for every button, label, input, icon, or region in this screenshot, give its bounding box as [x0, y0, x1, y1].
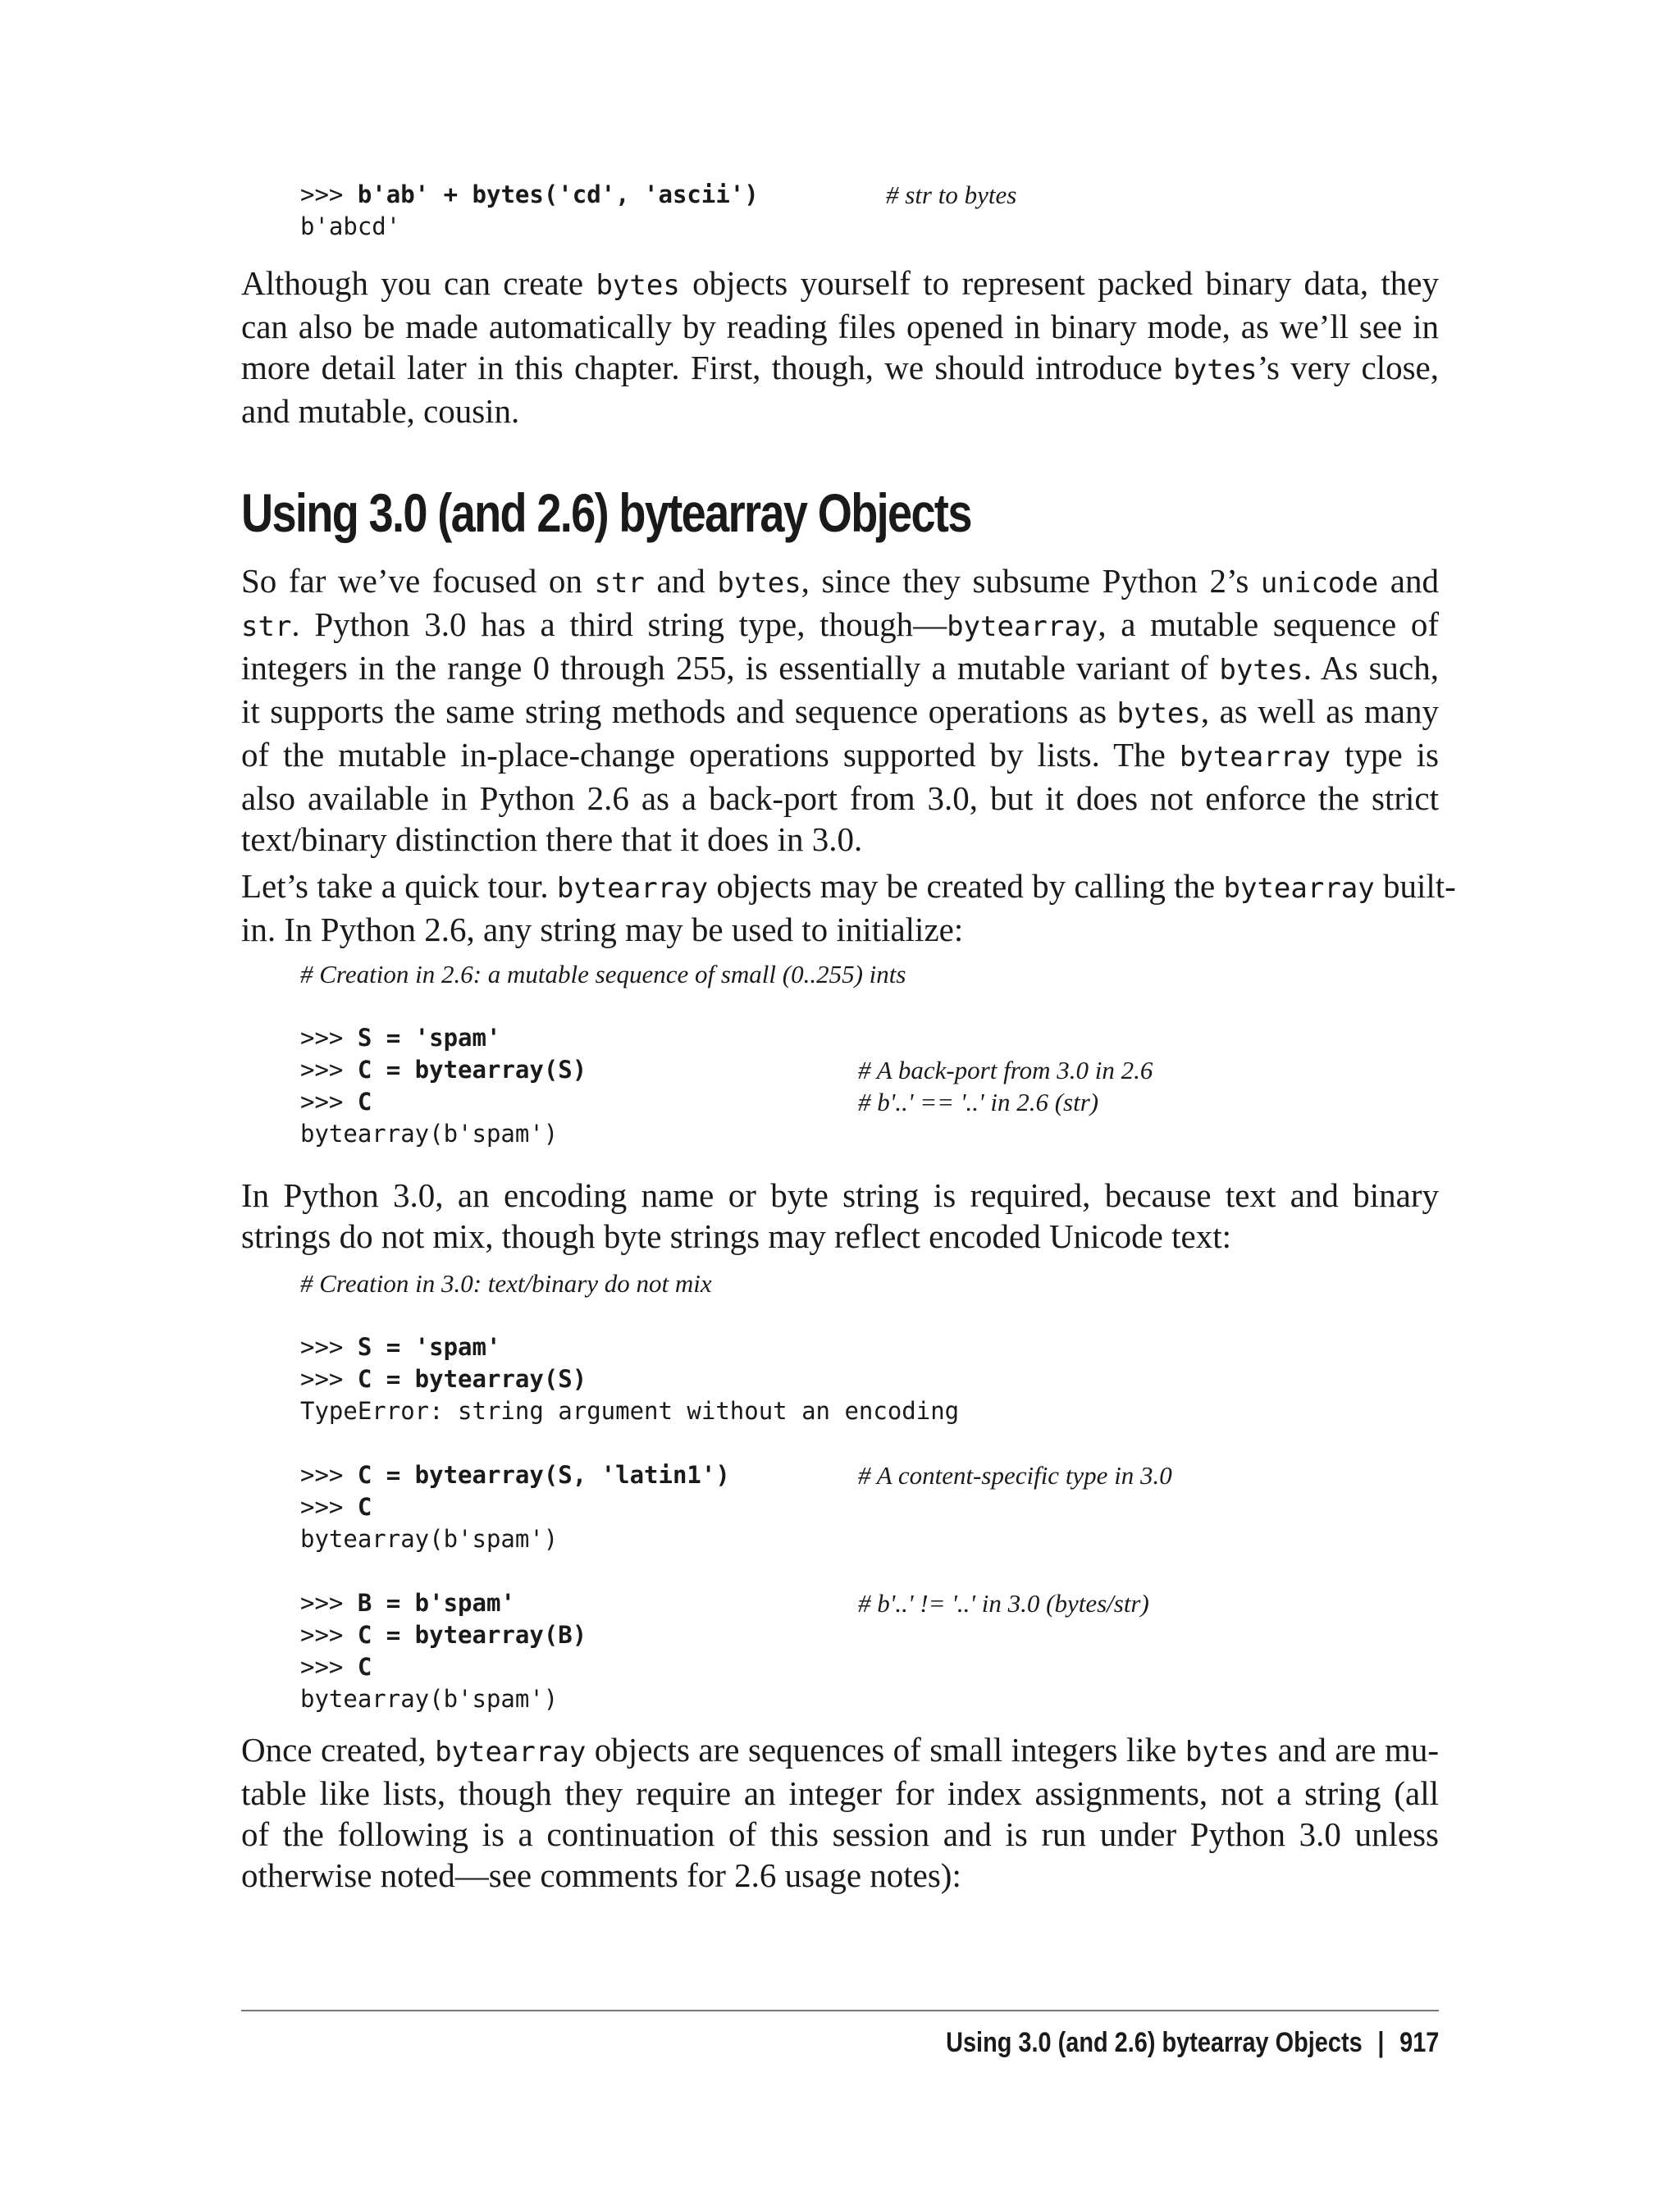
- footer-separator: |: [1376, 2027, 1385, 2058]
- code-comment: # b'..' != '..' in 3.0 (bytes/str): [858, 1589, 1149, 1618]
- paragraph-3: Let’s take a quick tour. bytearray objects may be created by calling the bytearray built- in. In Python 2.6, any string may be used to initialize:: [241, 867, 1456, 948]
- paragraph-2: So far we’ve focused on str and bytes, since they subsume Python 2’s unicode and str. Python 3.0 has a third string type, though—bytearray, a mutable sequence of integers in the range 0 through 255, is essentially a mutable variant of bytes. As such, it supports the same string methods and sequence operations as bytes, as well as many of the mutable in-place-change operations supported by lists. The bytearray type is also available in Python 2.6 as a back-port from 3.0, but it does not enforce the strict text/binary distinction there that it does in 3.0.: [241, 562, 1440, 858]
- code-comment: # A content-specific type in 3.0: [858, 1461, 1172, 1490]
- page-footer: [946, 2026, 1439, 2059]
- footer-rule: [241, 2010, 1439, 2011]
- code-comment: # Creation in 3.0: text/binary do not mix: [300, 1269, 712, 1298]
- code-comment: # A back-port from 3.0 in 2.6: [858, 1056, 1153, 1084]
- code-line: >>> C: [300, 1653, 372, 1681]
- code-line: >>> S = 'spam': [300, 1333, 501, 1361]
- running-title: Using 3.0 (and 2.6) bytearray Objects: [945, 2027, 1363, 2058]
- paragraph-1: Although you can create bytes objects yourself to represent packed binary data, they can also be made automatically by reading files opened in binary mode, as we’ll see in more detail later in this chapter. First, though, we should introduce bytes’s very close, and mutable, cousin.: [241, 264, 1439, 430]
- code-line: >>> C = bytearray(S, 'latin1') # A content-specific type in 3.0: [300, 1461, 1172, 1490]
- code-comment: # Creation in 2.6: a mutable sequence of small (0..255) ints: [300, 960, 906, 988]
- section-heading: Using 3.0 (and 2.6) bytearray Objects: [241, 482, 971, 543]
- code-line: >>> b'ab' + bytes('cd', 'ascii') # str to bytes: [300, 180, 1017, 209]
- code-line: >>> C = bytearray(S) # A back-port from 3.0 in 2.6: [300, 1056, 1153, 1084]
- paragraph-5: Once created, bytearray objects are sequences of small integers like bytes and are mu- table like lists, though they require an integer for index assignments, not a string (all of the following is a continuation of this session and is run under Python 3.0 unless otherwise noted—see comments for 2.6 usage notes):: [241, 1731, 1439, 1894]
- page-number: 917: [1399, 2027, 1439, 2058]
- paragraph-4: In Python 3.0, an encoding name or byte string is required, because text and binary strings do not mix, though byte strings may reflect encoded Unicode text:: [241, 1176, 1439, 1255]
- code-output: bytearray(b'spam'): [300, 1120, 559, 1148]
- code-block-2: [300, 958, 1449, 1150]
- code-line: >>> C: [300, 1493, 372, 1521]
- code-line: >>> C # b'..' == '..' in 2.6 (str): [300, 1088, 1099, 1116]
- code-line: >>> B = b'spam' # b'..' != '..' in 3.0 (bytes/str): [300, 1589, 1149, 1618]
- code-output: b'abcd': [300, 212, 401, 240]
- code-comment: # b'..' == '..' in 2.6 (str): [858, 1088, 1099, 1116]
- code-block-1: [300, 179, 1449, 243]
- code-line: >>> C = bytearray(S): [300, 1365, 587, 1393]
- code-output: bytearray(b'spam'): [300, 1685, 559, 1713]
- code-line: >>> S = 'spam': [300, 1024, 501, 1052]
- code-block-3: [300, 1267, 1449, 1715]
- code-line: >>> C = bytearray(B): [300, 1621, 587, 1649]
- code-comment: # str to bytes: [886, 180, 1017, 209]
- code-output: TypeError: string argument without an encoding: [300, 1397, 960, 1425]
- code-output: bytearray(b'spam'): [300, 1525, 559, 1553]
